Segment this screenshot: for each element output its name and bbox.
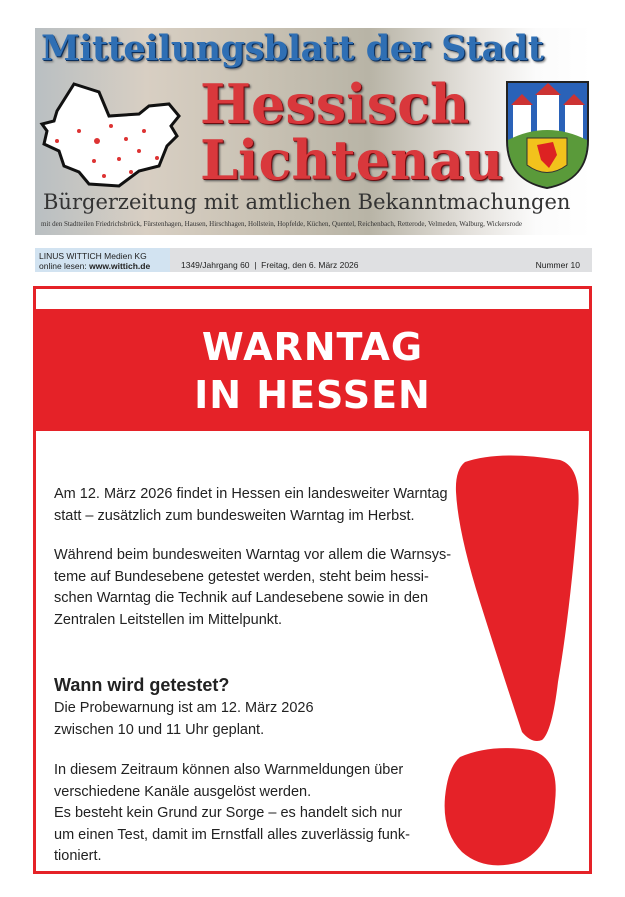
- paragraph-3: Die Probewarnung ist am 12. März 2026 zwischen 10 und 11 Uhr geplant.: [54, 700, 314, 738]
- paragraph-4: In diesem Zeitraum können also Warnmeldungen über verschiedene Kanäle ausgelöst werden. Es besteht kein Grund zur Sorge – es handelt sich nur um einen Test, damit im Ernstfall alles zuverlässig funk- tioniert.: [54, 762, 410, 864]
- issue-number: Nummer 10: [535, 260, 580, 270]
- article-title-band: [36, 309, 589, 431]
- online-label: online lesen:: [39, 261, 90, 271]
- publisher-name: LINUS WITTICH Medien KG: [39, 251, 147, 261]
- paragraph-2: Während beim bundesweiten Warntag vor allem die Warnsys- teme auf Bundesebene getestet werden, steht beim hessi- schen Warntag die Technik auf Landesebene sowie in den Zentralen Leitstellen im Mittelpunkt.: [54, 547, 452, 628]
- section-heading: Wann wird getestet?: [54, 675, 230, 695]
- coat-of-arms-icon: [505, 80, 590, 190]
- issue-date: 1349/Jahrgang 60 | Freitag, den 6. März 2026: [181, 260, 359, 270]
- exclamation-mark-icon: [440, 452, 585, 872]
- district-map-icon: [39, 76, 184, 191]
- paragraph-1: Am 12. März 2026 findet in Hessen ein landesweiter Warntag statt – zusätzlich zum bundesweiten Warntag im Herbst.: [54, 486, 448, 524]
- issue-info-bar: [35, 248, 592, 272]
- masthead: [35, 28, 592, 235]
- article-title-line1: WARNTAG: [201, 325, 424, 369]
- article-title-line2: IN HESSEN: [194, 373, 431, 417]
- masthead-subtitle: Bürgerzeitung mit amtlichen Bekanntmachungen: [43, 190, 571, 214]
- online-link[interactable]: www.wittich.de: [89, 261, 151, 271]
- publisher-block: [35, 248, 170, 272]
- masthead-districts: mit den Stadtteilen Friedrichsbrück, Fürstenhagen, Hausen, Hirschhagen, Hollstein, Hopfelde, Küchen, Quentel, Reichenbach, Retterode, Velmeden, Walburg, Wickersrode: [41, 220, 522, 228]
- masthead-town: Hessisch Lichtenau: [200, 72, 504, 192]
- masthead-title: Mitteilungsblatt der Stadt: [41, 28, 544, 69]
